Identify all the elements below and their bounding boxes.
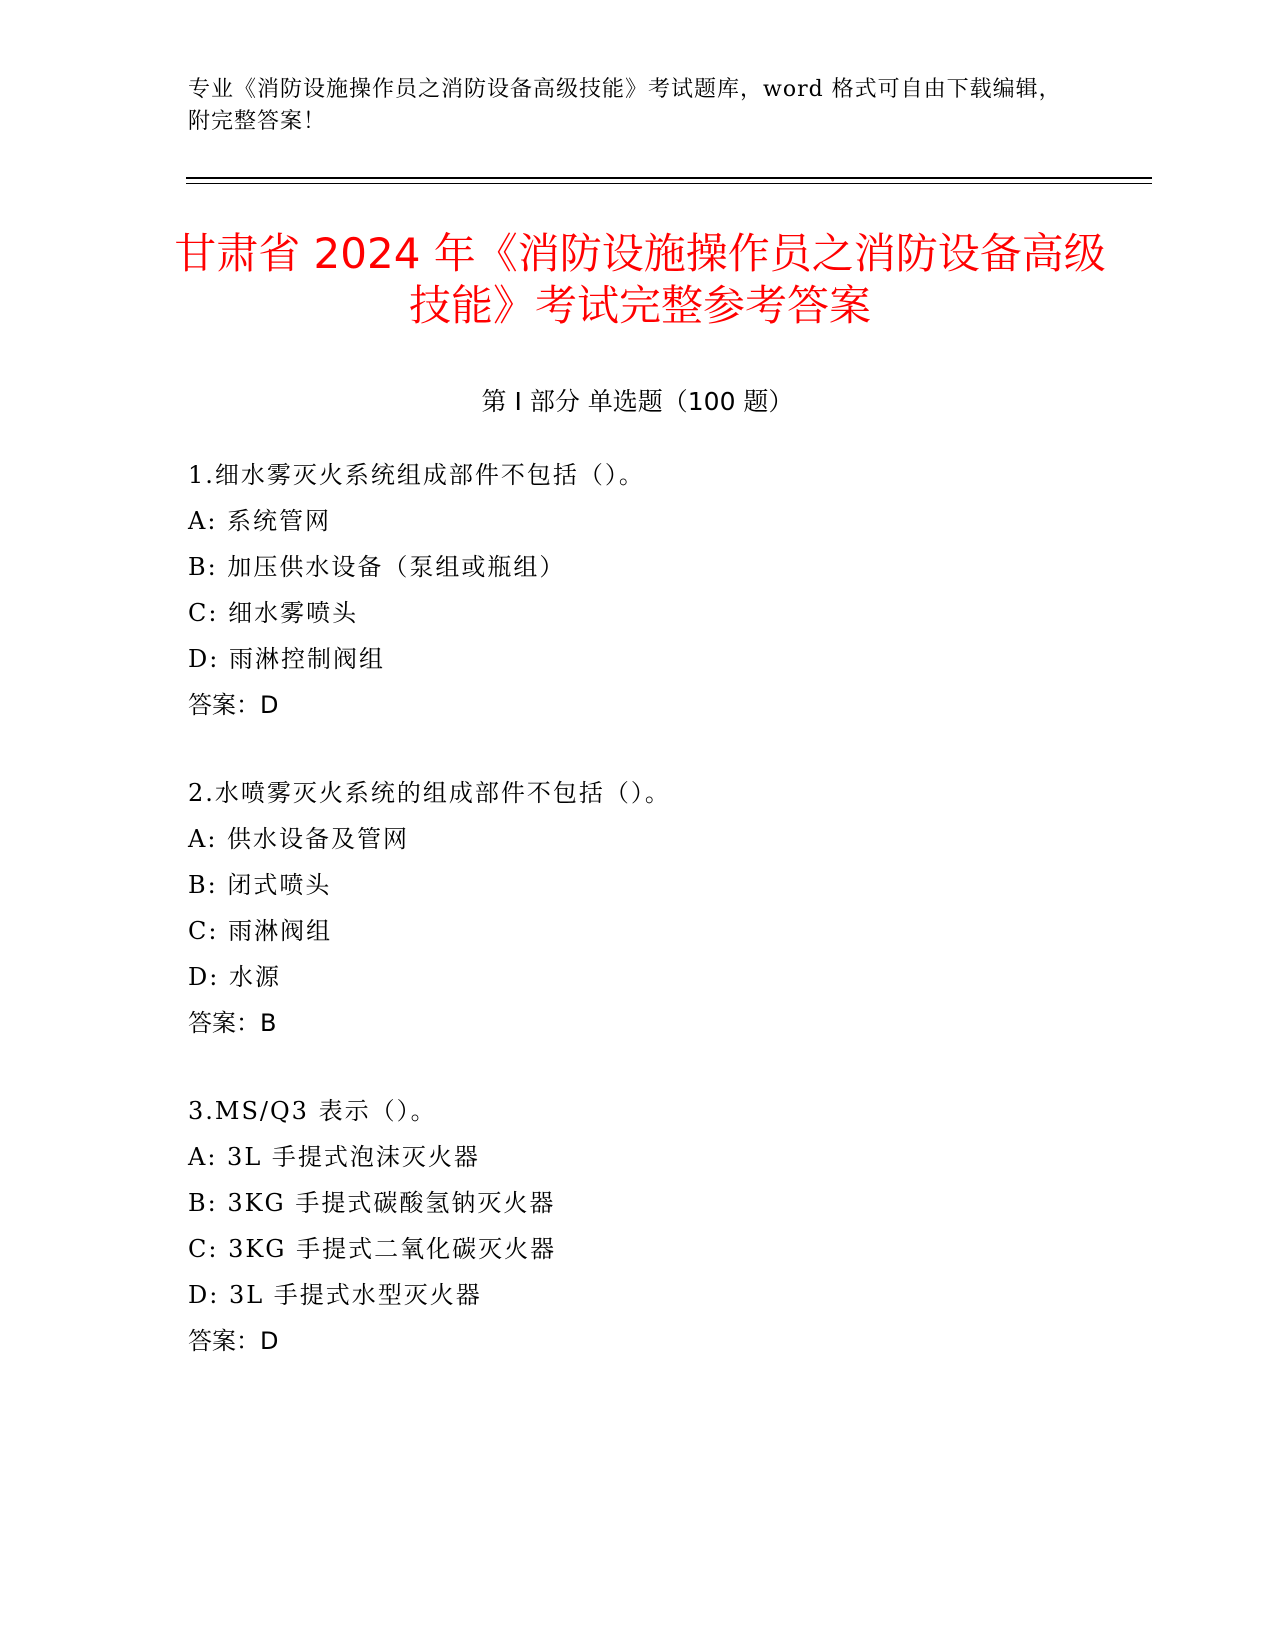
question-stem: 3.MS/Q3 表示（）。 — [188, 1097, 437, 1125]
option-b: B: 加压供水设备（泵组或瓶组） — [188, 553, 566, 581]
header-rule-thin — [186, 183, 1152, 184]
question-3 — [188, 1088, 1148, 1364]
option-a: A: 供水设备及管网 — [188, 825, 410, 853]
header-rule-thick — [186, 177, 1152, 179]
option-d: D: 雨淋控制阀组 — [188, 645, 385, 673]
option-a: A: 系统管网 — [188, 507, 332, 535]
question-1 — [188, 452, 1148, 728]
question-stem: 1.细水雾灭火系统组成部件不包括（）。 — [188, 461, 645, 489]
option-d: D: 3L 手提式水型灭火器 — [188, 1281, 482, 1309]
option-b: B: 3KG 手提式碳酸氢钠灭火器 — [188, 1189, 556, 1217]
header-note: 专业《消防设施操作员之消防设备高级技能》考试题库，word 格式可自由下载编辑，附完整答案！ — [188, 77, 1062, 134]
section-title: 第 I 部分 单选题（100 题） — [481, 387, 794, 416]
option-c: C: 3KG 手提式二氧化碳灭火器 — [188, 1235, 557, 1263]
option-a: A: 3L 手提式泡沫灭火器 — [188, 1143, 480, 1171]
question-stem: 2.水喷雾灭火系统的组成部件不包括（）。 — [188, 779, 671, 807]
answer: 答案：D — [188, 1327, 279, 1355]
option-c: C: 雨淋阀组 — [188, 917, 333, 945]
document-title: 甘肃省 2024 年《消防设施操作员之消防设备高级技能》考试完整参考答案 — [174, 229, 1106, 330]
option-c: C: 细水雾喷头 — [188, 599, 359, 627]
answer: 答案：D — [188, 691, 279, 719]
option-d: D: 水源 — [188, 963, 281, 991]
answer: 答案：B — [188, 1009, 277, 1037]
option-b: B: 闭式喷头 — [188, 871, 332, 899]
question-2 — [188, 770, 1148, 1046]
